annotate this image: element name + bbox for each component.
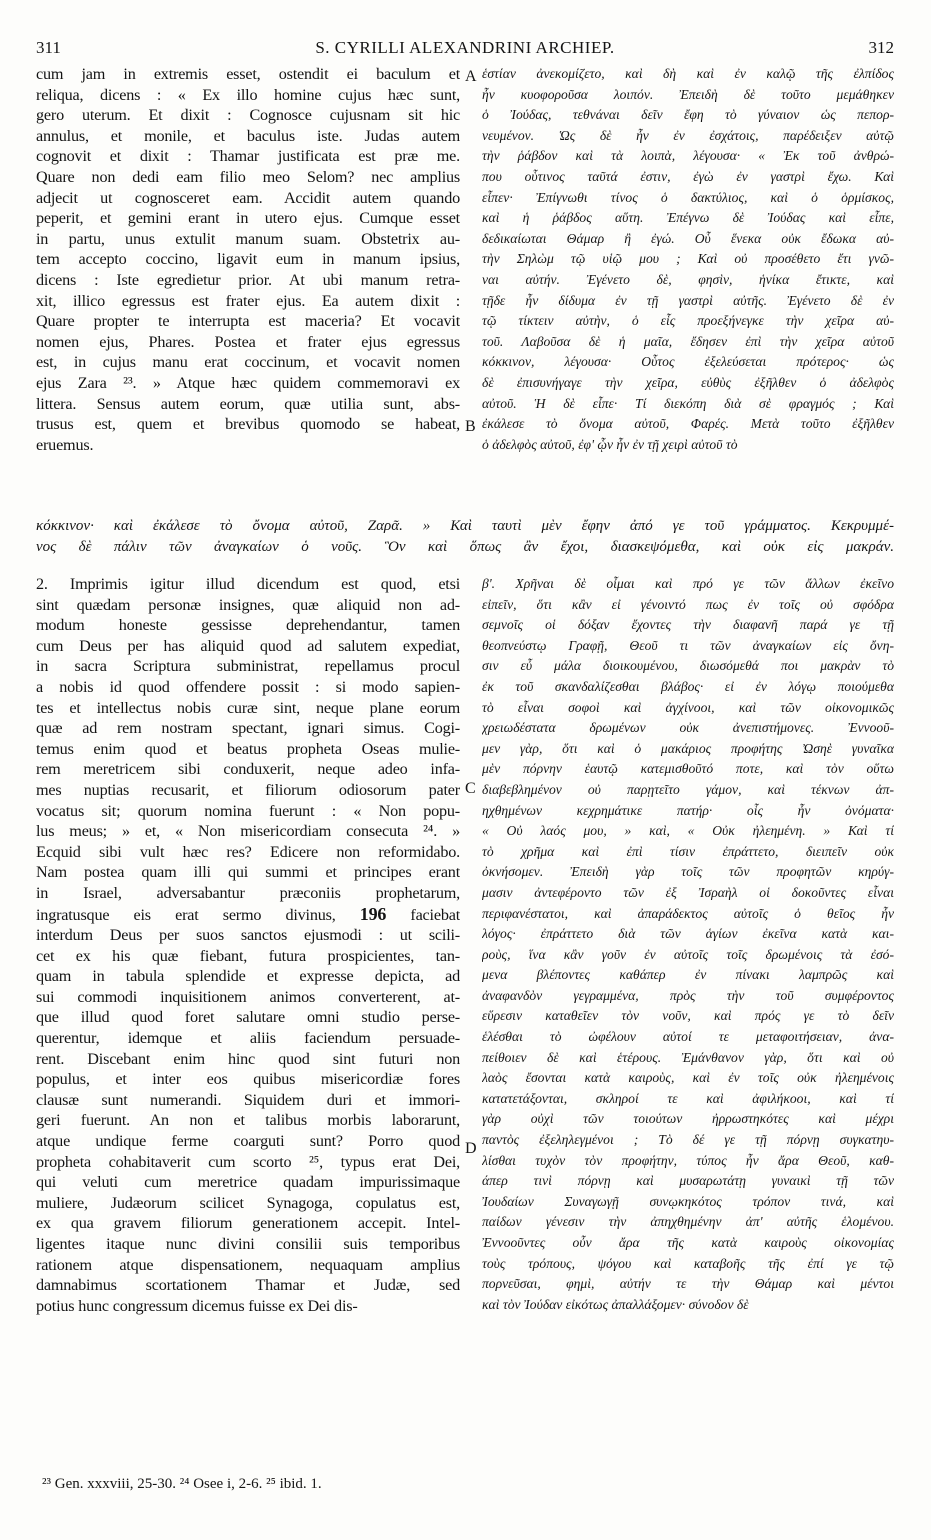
- latin-line: clausæ sunt numerandi. Siquidem duri et immori-: [36, 1090, 460, 1109]
- margin-letter-b: B: [465, 418, 476, 435]
- greek-line: ηχθημένων κεχρημάτικε πατήρ· οἷς ἦν ὀνόματα·: [482, 802, 894, 818]
- latin-line: adjecit ut cognosceret eam. Accidit autem quando: [36, 188, 460, 207]
- greek-line: λίσθαι τυχὸν τὸν προφήτην, τύπος ἦν ἄρα Θεοῦ, καθ-: [482, 1152, 894, 1168]
- latin-line: cum Deus per has aliquid quod ad salutem expediat,: [36, 636, 460, 655]
- latin-line: littera. Sensus autem eorum, quæ utilia sunt, abs-: [36, 394, 460, 413]
- latin-line: vocatus sit; quorum nomina fuerunt : « Non popu-: [36, 801, 460, 820]
- greek-line: ἐκ τοῦ σκανδαλίζεσθαι βλάβος· εἰ ἐν λόγῳ ποιούμεθα: [482, 678, 894, 694]
- latin-line: rem meretricem sibi conduxerit, neque adeo infa-: [36, 760, 460, 779]
- greek-line: ὁ Ἰούδας, τεθνάναι δεῖν ἔφη τὸ γύναιον ὡς πεπορ-: [482, 107, 894, 123]
- greek-line: δεδικαίωται Θάμαρ ἢ ἐγώ. Οὗ ἕνεκα οὐκ ἔδωκα αὐ-: [482, 230, 894, 246]
- greek-line: ροὺς, ἵνα κἂν γοῦν ἐν αὐτοῖς τοῖς δρωμένοις τὰ ἐσό-: [482, 946, 894, 962]
- latin-line: temus enim quod et beatus propheta Oseas mulie-: [36, 739, 460, 758]
- greek-line: εἶπεν· Ἐπίγνωθι τίνος ὁ δακτύλιος, καὶ ὁ ὁρμίσκος,: [482, 189, 894, 205]
- greek-line: χρειωδέστατα δρωμένων οὐκ ἀνεπιστήμονες. Ἐννοοῦ-: [482, 720, 894, 736]
- greek-line: κόκκινον, λέγουσα· Οὗτος ἐξελεύσεται πρότερος· ὡς: [482, 354, 894, 370]
- latin-line: rationem atque dispensationem, nequaquam amplius: [36, 1255, 460, 1274]
- footnotes: ²³ Gen. xxxviii, 25-30. ²⁴ Osee i, 2-6. ²⁵ ibid. 1.: [42, 1476, 322, 1492]
- latin-line: peperit, et gemini erant in utero ejus. Cumque esset: [36, 209, 460, 228]
- latin-line: ex qua gravem filiorum generationem accepit. Intel-: [36, 1214, 460, 1233]
- greek-line: λόγος· ἐπράττετο διὰ τῶν ἁγίων ἐκεῖνα κατὰ και-: [482, 926, 894, 942]
- latin-line: tes et intellectus nobis curæ sint, neque plane eorum: [36, 698, 460, 717]
- latin-line: interdum Deus per suos sanctos ejusmodi : ut scili-: [36, 926, 460, 945]
- latin-line: lus meus; » et, « Non misericordiam consecuta ²⁴. »: [36, 822, 460, 841]
- greek-line: μεν γὰρ, ὅτι καὶ ὁ μακάριος προφήτης Ὠσηὲ γυναῖκα: [482, 740, 894, 756]
- latin-line: geri fuerunt. An non et talibus morbis laborarunt,: [36, 1111, 460, 1130]
- greek-line: πορνεῦσαι, φημὶ, αὐτήν τε τὴν Θάμαρ καὶ μέντοι: [482, 1276, 894, 1292]
- greek-line: ὀκνήσομεν. Ἐπειδὴ γὰρ τοῖς τῶν προφητῶν κηρύγ-: [482, 864, 894, 880]
- greek-line: σιν εὖ μάλα διοικουμένου, διωσόμεθά ποι μακρὰν τὸ: [482, 658, 894, 674]
- latin-line: in sacra Scriptura subministrat, repellamus procul: [36, 657, 460, 676]
- greek-line: τῇδε ἦν δίδυμα ἐν τῇ γαστρὶ αὐτῆς. Ἐγένετο δὲ ἐν: [482, 292, 894, 308]
- greek-line: ἦν κυοφοροῦσα λοιπόν. Ἐπειδὴ δὲ τοῦτο μεμάθηκεν: [482, 86, 894, 102]
- latin-line: sint quædam personæ insignes, quæ aliquid non ad-: [36, 595, 460, 614]
- latin-line: damnabimus scortationem Thamar et Judæ, sed: [36, 1276, 460, 1295]
- latin-line: Nam postea quam illi qui summi et principes erant: [36, 863, 460, 882]
- latin-line-text: ingratusque eis erat sermo divinus,: [36, 905, 360, 924]
- latin-line: tem accepto coccino, ligavit eum in manum ipsius,: [36, 250, 460, 269]
- latin-line: atque undique ferme coarguti sunt? Porro quod: [36, 1132, 460, 1151]
- greek-line: λαὸς ἔσονται κατὰ καιροὺς, καὶ ἐν τοῖς οὐκ ἠλεημένοις: [482, 1070, 894, 1086]
- greek-line: καὶ τὸν Ἰούδαν εἰκότως ἀπαλλάξομεν· σύνοδον δὲ: [482, 1296, 749, 1312]
- margin-letter-a: A: [465, 68, 477, 85]
- latin-line: [36, 904, 460, 926]
- greek-line: ναι αὐτήν. Ἐγένετο δὲ, φησὶν, ἡνίκα ἔτικτε, καὶ: [482, 271, 894, 287]
- greek-line: μενα βλέποντες καθάπερ ἐν πίνακι λαμπρῶς καὶ: [482, 967, 894, 983]
- latin-line: eruemus.: [36, 435, 94, 454]
- greek-line: κατατετάξονται, σκληροί τε καὶ ἀφιλήκοοι, καὶ τί: [482, 1090, 894, 1106]
- latin-line: cet ex his quæ fiebant, futura prospicientes, tan-: [36, 946, 460, 965]
- latin-column-bottom: [36, 574, 460, 1316]
- latin-line: ejus Zara ²³. » Atque hæc quidem commemoravi ex: [36, 373, 460, 392]
- greek-line: εἰπεῖν, ὅτι κἂν εἰ γένοιντό πως ἐν τοῖς οὐ σφόδρα: [482, 596, 894, 612]
- latin-line: in Israel, adversabantur præconiis prophetarum,: [36, 883, 460, 902]
- greek-line: τὸ χρῆμα καὶ ἐπὶ τίσιν ἐπράττετο, διειπεῖν οὐκ: [482, 843, 894, 859]
- greek-line: που οὗτινος ταῦτά ἐστιν, ἐγὼ ἐν γαστρὶ ἔχω. Καὶ: [482, 168, 894, 184]
- latin-line: Quare non dedi eam filio meo Selom? nec amplius: [36, 167, 460, 186]
- latin-line: muliere, Judæorum scilicet Synagoga, copulatus est,: [36, 1193, 460, 1212]
- greek-line: τοὺς τρόπους, ψόγου καὶ καταβοῆς τῆς ἐπί γε τῷ: [482, 1255, 894, 1271]
- greek-line: αὐτοῦ. Ἡ δὲ εἶπε· Τί διεκόπη διὰ σὲ φραγμός ; Καὶ: [482, 395, 894, 411]
- greek-line: ἀναφανδὸν γεγραμμένα, πρὸς τὴν τοῦ συμφέροντος: [482, 987, 894, 1003]
- greek-line: νευμένον. Ὡς δὲ ἦν ἐν ἐσχάτοις, παρέδειξεν αὐτῷ: [482, 127, 894, 143]
- latin-line: mes nuptias recusarit, et filiorum odiosorum pater: [36, 780, 460, 799]
- greek-line: Ἐννοοῦντες οὖν ἄρα τῆς κατὰ καιροὺς οἰκονομίας: [482, 1235, 894, 1250]
- latin-line: cum jam in extremis esset, ostendit ei baculum et: [36, 65, 460, 83]
- greek-line: ἑστίαν ἀνεκομίζετο, καὶ δὴ καὶ ἐν καλῷ τῆς ἐλπίδος: [482, 66, 894, 81]
- latin-line: sui commodi inquisitionem animos converterent, at-: [36, 987, 460, 1006]
- greek-line: τῷ τίκτειν αὐτὴν, ὁ εἷς προεξήνεγκε τὴν χεῖρα αὐ-: [482, 313, 894, 329]
- latin-line: est, in cujus manu erat coccinum, et vocavit nomen: [36, 353, 460, 372]
- latin-line: ligentes itaque nunc divini consilii suis temporibus: [36, 1235, 460, 1253]
- margin-letter-c: C: [465, 780, 476, 797]
- greek-line: θεοπνεύστῳ Γραφῇ, Θεοῦ τι τῶν ἀναγκαίων εἰς ὄνη-: [482, 637, 894, 653]
- latin-line: quam in tabula splendide et expresse depicta, ad: [36, 967, 460, 986]
- greek-line: καὶ ἡ ῥάβδος αὕτη. Ἐπέγνω δὲ Ἰούδας καὶ εἶπε,: [482, 210, 894, 226]
- greek-line: άπερ τινὶ πόρνῃ καὶ μυσαρωτάτῃ γυναικὶ τῇ τῶν: [482, 1173, 894, 1189]
- latin-line: propheta cohabitaverit cum scorto ²⁵, typus erat Dei,: [36, 1152, 460, 1171]
- greek-line: τὴν Σηλὼμ τῷ υἱῷ μου ; Καὶ οὐ προσέθετο ἔτι γνῶ-: [482, 251, 894, 267]
- latin-line: nomen ejus, Phares. Postea et frater ejus egressus: [36, 332, 460, 351]
- running-title: S. CYRILLI ALEXANDRINI ARCHIEP.: [315, 38, 615, 57]
- page-header: [36, 38, 894, 60]
- latin-line: Ecquid sibi vult hæc res? Edicere non reformidabo.: [36, 842, 460, 861]
- greek-line: παντὸς ἐξεληλεγμένοι ; Τὸ δέ γε τῇ πόρνῃ συγκατηυ-: [482, 1132, 894, 1148]
- greek-line: τὴν ῥάβδον καὶ τὰ λοιπὰ, λέγουσα· « Ἐκ τοῦ ἀνθρώ-: [482, 148, 894, 164]
- greek-line: μὲν πόρνην ἑαυτῷ κατεμισθοῦτό ποτε, καὶ τὸν οὕτω: [482, 761, 894, 777]
- margin-letter-d: D: [465, 1140, 477, 1157]
- greek-line: παίδων γένεσιν τὴν ἀπηχθημένην ἀπ' αὐτῆς ἑλομένου.: [482, 1214, 894, 1230]
- greek-line: κόκκινον· καὶ ἐκάλεσε τὸ ὄνομα αὐτοῦ, Ζαρᾶ. » Καὶ ταυτὶ μὲν ἔφην ἀπό γε τοῦ γράμματος. Κεκρυμμέ-: [36, 518, 894, 534]
- greek-line: ἐκάλεσε τὸ ὄνομα αὐτοῦ, Φαρές. Μετὰ τοῦτο ἐξῆλθεν: [482, 416, 894, 432]
- latin-line: rent. Discebant enim hinc quod sint futuri non: [36, 1049, 460, 1068]
- greek-line: γὰρ οὐχὶ τῶν τοιούτων ἠρρωστηκότες καὶ μέχρι: [482, 1111, 894, 1127]
- latin-line: querentur, idemque et aliis faciendum persuade-: [36, 1029, 460, 1048]
- greek-line: σεμνοῖς οἱ δόξαν ἔχοντες τὴν διαφανῆ παρά γε τῇ: [482, 617, 894, 633]
- greek-column-top: [482, 64, 894, 455]
- greek-line: μασιν ἀντεφέροντο τῶν ἐξ Ἰσραὴλ οἱ δοκοῦντες εἶναι: [482, 884, 894, 900]
- latin-line-text: faciebat: [386, 905, 460, 924]
- greek-line: β'. Χρῆναι δὲ οἶμαι καὶ πρό γε τῶν ἄλλων ἐκεῖνο: [482, 576, 894, 591]
- greek-line: ἑλέσθαι τὸ ὠφέλουν αὐτοί τε μεταφοιτήσειαν, ἀνα-: [482, 1029, 894, 1045]
- greek-line: ὁ ἀδελφὸς αὐτοῦ, ἐφ' ᾧν ἦν ἐν τῇ χειρὶ αὐτοῦ τὸ: [482, 436, 738, 452]
- latin-line: modum honeste gessisse deprehendantur, tamen: [36, 616, 460, 635]
- column-number: 196: [359, 903, 387, 924]
- greek-line: τοῦ. Λαβοῦσα δὲ ἡ μαῖα, ἔδησεν ἐπὶ τὴν χεῖρα αὐτοῦ: [482, 333, 894, 349]
- latin-line: in partu, unus extulit manum suam. Obstetrix au-: [36, 229, 460, 248]
- greek-line: τὸ εἶναι σοφοὶ καὶ ἀγχίνοοι, καὶ τῶν οἰκονομικῶς: [482, 699, 894, 715]
- latin-line: dicens : Iste egredietur prior. At ubi manum retra-: [36, 270, 460, 289]
- latin-column-top: [36, 64, 460, 455]
- page-number-left: 311: [36, 38, 61, 57]
- latin-line: reliqua, dicens : « Ex illo homine cujus hæc sunt,: [36, 85, 460, 104]
- greek-line: διαβεβλημένον οὐ παρῃτεῖτο γάμον, καὶ τέκνων ἀπ-: [482, 781, 894, 797]
- page-number-right: 312: [868, 38, 894, 57]
- greek-line: Ἰουδαίων Συναγωγῇ συνῳκηκότος τρόπον τινά, καὶ: [482, 1193, 894, 1209]
- latin-line: a nobis id quod offendere possit : si modo sapien-: [36, 677, 460, 696]
- greek-line: νος δὲ πάλιν τῶν ἀναγκαίων ὁ νοῦς. Ὃν καὶ ὅπως ἂν ἔχοι, διασκεψόμεθα, καὶ οὐκ εἰς μακράν.: [36, 538, 894, 555]
- greek-line: περιφανέστατοι, καὶ ἀπαράδεκτος αὐτοῖς ὁ θεῖος ἦν: [482, 905, 894, 921]
- latin-line: Quare propter te interrupta est maceria? Et vocavit: [36, 312, 460, 331]
- latin-line: que illud quod foret salutare omni studio perse-: [36, 1008, 460, 1027]
- greek-line: εὕρεσιν καταθεῖεν τὸν νοῦν, καὶ πρός γε τὸ δεῖν: [482, 1008, 894, 1024]
- latin-line: gero uterum. Et dixit : Cognosce cujusnam sit hic: [36, 106, 460, 125]
- greek-line: δὲ ἐπισυνήγαγε τὴν χεῖρα, εὐθὺς ἐξῆλθεν ὁ ἀδελφὸς: [482, 374, 894, 390]
- greek-line: « Οὐ λαός μου, » καὶ, « Οὐκ ἠλεημένη. » Καὶ τί: [482, 823, 894, 839]
- latin-line: xit, illico egressus est frater ejus. Ea autem dixit :: [36, 291, 460, 310]
- latin-line: cognovit et dixit : Thamar justificata est præ me.: [36, 147, 460, 166]
- greek-line: πείθοιεν δὲ καὶ ἑτέρους. Ἐμάνθανον γὰρ, ὅτι καὶ οὐ: [482, 1049, 894, 1065]
- latin-line: qui veluti cum meretrice quadam impurissimaque: [36, 1173, 460, 1192]
- latin-line: annulus, et monile, et baculus iste. Judas autem: [36, 126, 460, 145]
- latin-line: quæ ad rem nostram spectant, ignari simus. Cogi-: [36, 719, 460, 738]
- latin-line: trusus est, quem et brevibus quomodo se habeat,: [36, 415, 460, 434]
- greek-column-bottom: [482, 574, 894, 1315]
- greek-full-width-lines: [36, 516, 894, 557]
- latin-line: 2. Imprimis igitur illud dicendum est quod, etsi: [36, 575, 460, 593]
- latin-line: populus, et inter eos quibus misericordiæ fores: [36, 1070, 460, 1089]
- latin-line: potius hunc congressum dicemus fuisse ex Dei dis-: [36, 1296, 358, 1315]
